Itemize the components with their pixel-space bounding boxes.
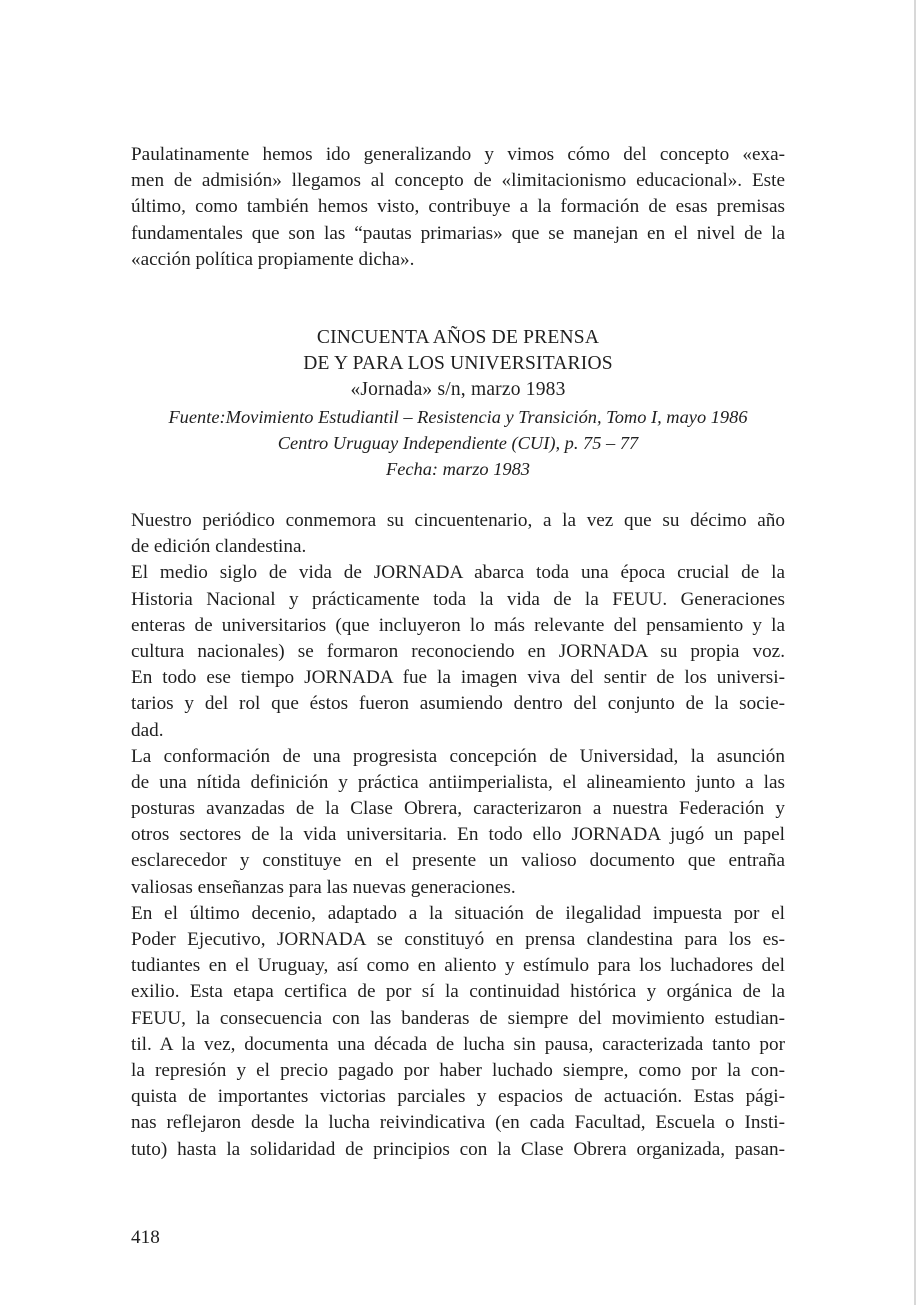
text-line: posturas avanzadas de la Clase Obrera, caracterizaron a nuestra Federación y (131, 798, 785, 820)
paragraph-1 (131, 508, 785, 560)
paragraph-4 (131, 901, 785, 1163)
text-line: tudiantes en el Uruguay, así como en aliento y estímulo para los luchadores del (131, 955, 785, 977)
text-line: Historia Nacional y prácticamente toda la vida de la FEUU. Generaciones (131, 588, 785, 610)
publication-line: «Jornada» s/n, marzo 1983 (350, 379, 566, 401)
text-line: El medio siglo de vida de JORNADA abarca toda una época crucial de la (131, 562, 785, 584)
text-line: dad. (131, 719, 164, 741)
text-line: tuto) hasta la solidaridad de principios con la Clase Obrera organizada, pasan- (131, 1138, 785, 1160)
paragraph-2 (131, 560, 785, 743)
text-line: la represión y el precio pagado por haber luchado siempre, como por la con- (131, 1059, 785, 1081)
text-line: En todo ese tiempo JORNADA fue la imagen viva del sentir de los universi- (131, 667, 785, 689)
text-line: valiosas enseñanzas para las nuevas generaciones. (131, 876, 516, 898)
text-line: «acción política propiamente dicha». (131, 248, 415, 270)
intro-paragraph (131, 142, 785, 273)
text-line: La conformación de una progresista concepción de Universidad, la asunción (131, 745, 785, 767)
text-line: exilio. Esta etapa certifica de por sí la continuidad histórica y orgánica de la (131, 981, 785, 1003)
text-line: enteras de universitarios (que incluyeron lo más relevante del pensamiento y la (131, 614, 785, 636)
text-line: de edición clandestina. (131, 536, 307, 558)
text-line: nas reflejaron desde la lucha reivindicativa (en cada Facultad, Escuela o Insti- (131, 1112, 785, 1134)
article-title-line-1: CINCUENTA AÑOS DE PRENSA (316, 327, 600, 348)
page-number: 418 (131, 1227, 160, 1248)
text-line: último, como también hemos visto, contribuye a la formación de esas premisas (131, 196, 785, 218)
article-title-line-2: DE Y PARA LOS UNIVERSITARIOS (303, 353, 613, 375)
text-line: Poder Ejecutivo, JORNADA se constituyó en prensa clandestina para los es- (131, 929, 785, 950)
source-line-2: Centro Uruguay Independiente (CUI), p. 75 – 77 (277, 432, 639, 453)
article-heading (131, 325, 785, 482)
text-line: men de admisión» llegamos al concepto de «limitacionismo educacional». Este (131, 170, 785, 192)
text-line: esclarecedor y constituye en el presente un valioso documento que entraña (131, 850, 785, 872)
paragraph-3 (131, 744, 785, 901)
date-line: Fecha: marzo 1983 (385, 459, 531, 480)
article-body (131, 508, 785, 1163)
text-line: otros sectores de la vida universitaria. En todo ello JORNADA jugó un papel (131, 824, 785, 846)
text-line: tarios y del rol que éstos fueron asumiendo dentro del conjunto de la socie- (131, 693, 785, 715)
source-line-1: Fuente:Movimiento Estudiantil – Resistencia y Transición, Tomo I, mayo 1986 (168, 406, 748, 427)
text-line: cultura nacionales) se formaron reconociendo en JORNADA su propia voz. (131, 640, 785, 662)
text-line: En el último decenio, adaptado a la situación de ilegalidad impuesta por el (131, 902, 785, 924)
text-line: FEUU, la consecuencia con las banderas de siempre del movimiento estudian- (131, 1007, 785, 1029)
text-line: til. A la vez, documenta una década de lucha sin pausa, caracterizada tanto por (131, 1033, 785, 1055)
text-line: fundamentales que son las “pautas primarias» que se manejan en el nivel de la (131, 222, 785, 244)
text-line: Paulatinamente hemos ido generalizando y vimos cómo del concepto «exa- (131, 144, 785, 165)
text-line: de una nítida definición y práctica antiimperialista, el alineamiento junto a las (131, 771, 785, 793)
text-line: Nuestro periódico conmemora su cincuentenario, a la vez que su décimo año (131, 510, 785, 531)
text-line: quista de importantes victorias parciales y espacios de actuación. Estas pági- (131, 1086, 785, 1108)
